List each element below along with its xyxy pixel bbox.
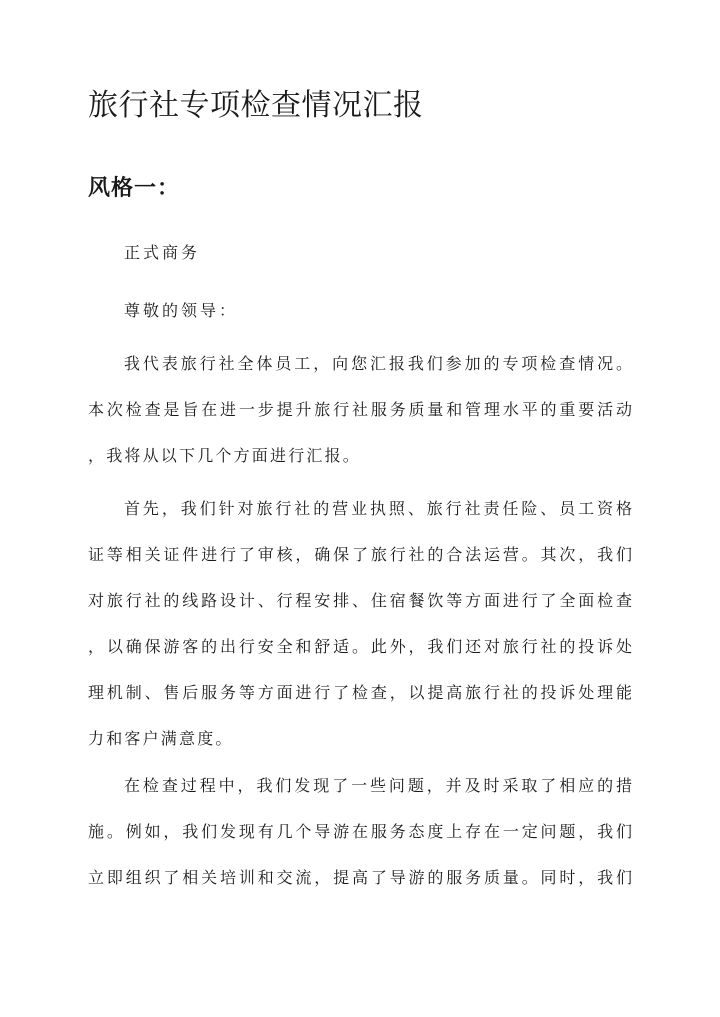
paragraph-2 bbox=[88, 486, 632, 762]
paragraph-line: 立即组织了相关培训和交流，提高了导游的服务质量。同时，我们 bbox=[88, 868, 632, 887]
paragraph-line: 首先，我们针对旅行社的营业执照、旅行社责任险、员工资格 bbox=[124, 499, 632, 518]
paragraph-1 bbox=[88, 341, 632, 479]
paragraph-line: 在检查过程中，我们发现了一些问题，并及时采取了相应的措 bbox=[124, 776, 632, 795]
paragraph-3 bbox=[88, 763, 632, 901]
paragraph-line: 本次检查是旨在进一步提升旅行社服务质量和管理水平的重要活动 bbox=[88, 400, 632, 419]
style-heading: 风格一： bbox=[88, 175, 181, 201]
paragraph-line: ，我将从以下几个方面进行汇报。 bbox=[88, 446, 362, 465]
paragraph-line: 理机制、售后服务等方面进行了检查，以提高旅行社的投诉处理能 bbox=[88, 683, 632, 702]
document-title: 旅行社专项检查情况汇报 bbox=[88, 88, 424, 123]
style-tag: 正式商务 bbox=[124, 243, 201, 262]
paragraph-line: 施。例如，我们发现有几个导游在服务态度上存在一定问题，我们 bbox=[88, 822, 632, 841]
paragraph-line: 对旅行社的线路设计、行程安排、住宿餐饮等方面进行了全面检查 bbox=[88, 591, 632, 610]
salutation: 尊敬的领导： bbox=[124, 301, 239, 320]
paragraph-line: 证等相关证件进行了审核，确保了旅行社的合法运营。其次，我们 bbox=[88, 545, 632, 564]
paragraph-line: ，以确保游客的出行安全和舒适。此外，我们还对旅行社的投诉处 bbox=[88, 637, 632, 656]
paragraph-line: 我代表旅行社全体员工，向您汇报我们参加的专项检查情况。 bbox=[124, 354, 632, 373]
paragraph-line: 力和客户满意度。 bbox=[88, 729, 234, 748]
